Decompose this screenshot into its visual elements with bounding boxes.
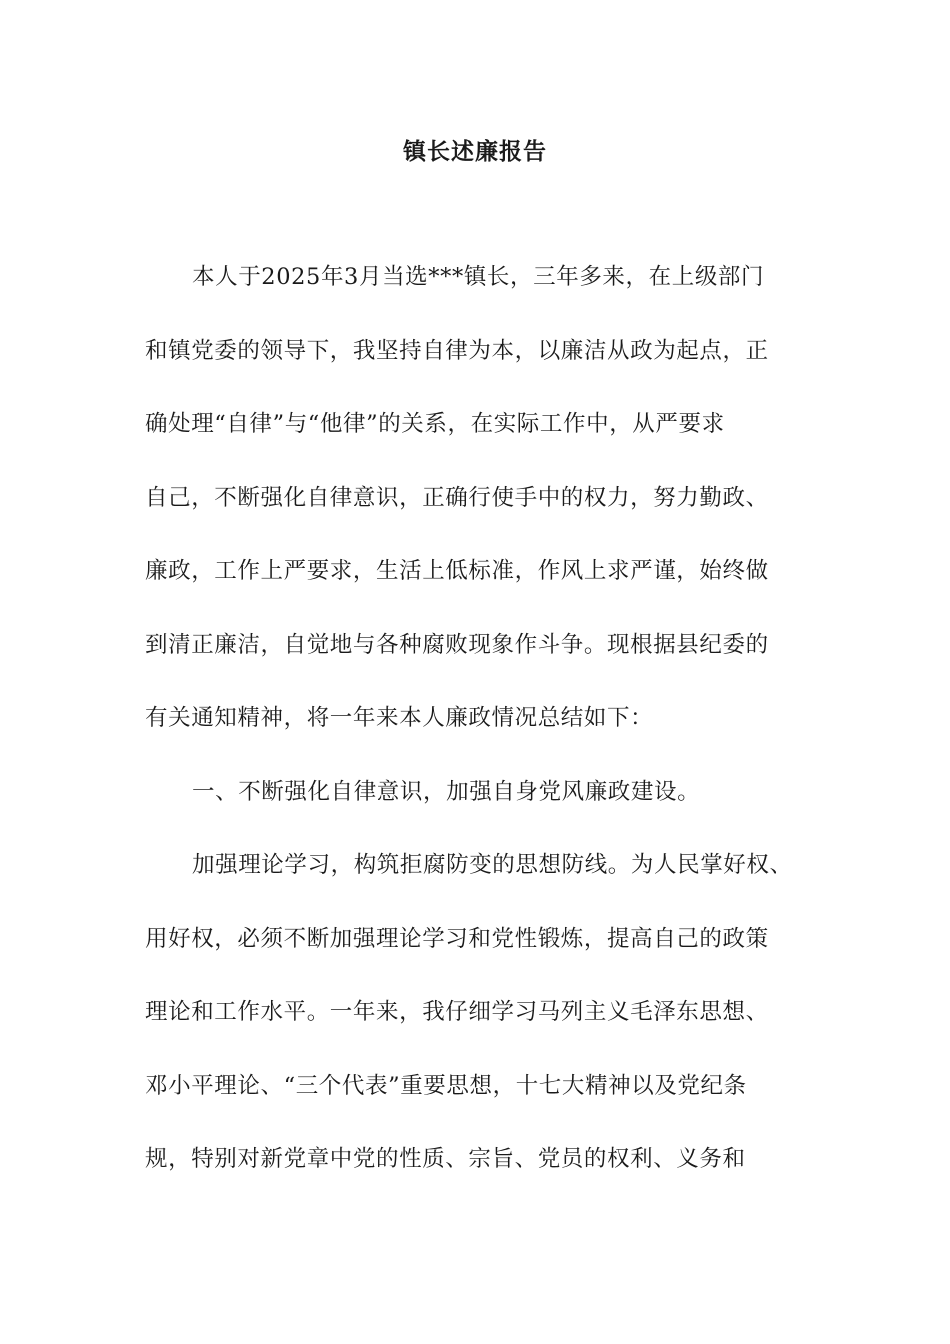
paragraph-line: 廉政，工作上严要求，生活上低标准，作风上求严谨，始终做 [145,558,769,584]
paragraph-line: 用好权，必须不断加强理论学习和党性锻炼，提高自己的政策 [145,925,769,952]
paragraph-line: 本人于2025年3月当选***镇长，三年多来，在上级部门 [192,264,765,290]
paragraph-line: 邓小平理论、“三个代表”重要思想，十七大精神以及党纪条 [145,1072,747,1099]
paragraph-line: 加强理论学习，构筑拒腐防变的思想防线。为人民掌好权、 [192,852,793,878]
document-title: 镇长述廉报告 [403,138,547,165]
paragraph-line: 到清正廉洁，自觉地与各种腐败现象作斗争。现根据县纪委的 [145,631,769,658]
paragraph-line: 理论和工作水平。一年来，我仔细学习马列主义毛泽东思想、 [145,999,769,1025]
paragraph-line: 和镇党委的领导下，我坚持自律为本，以廉洁从政为起点，正 [145,337,769,364]
paragraph-line: 规，特别对新党章中党的性质、宗旨、党员的权利、义务和 [145,1146,746,1172]
paragraph-line: 自己，不断强化自律意识，正确行使手中的权力，努力勤政、 [145,484,769,511]
document-body [145,255,815,1211]
paragraph-line: 有关通知精神，将一年来本人廉政情况总结如下： [145,705,654,731]
paragraph-line: 确处理“自律”与“他律”的关系，在实际工作中，从严要求 [145,411,725,437]
section-heading: 一、不断强化自律意识，加强自身党风廉政建设。 [192,778,701,805]
